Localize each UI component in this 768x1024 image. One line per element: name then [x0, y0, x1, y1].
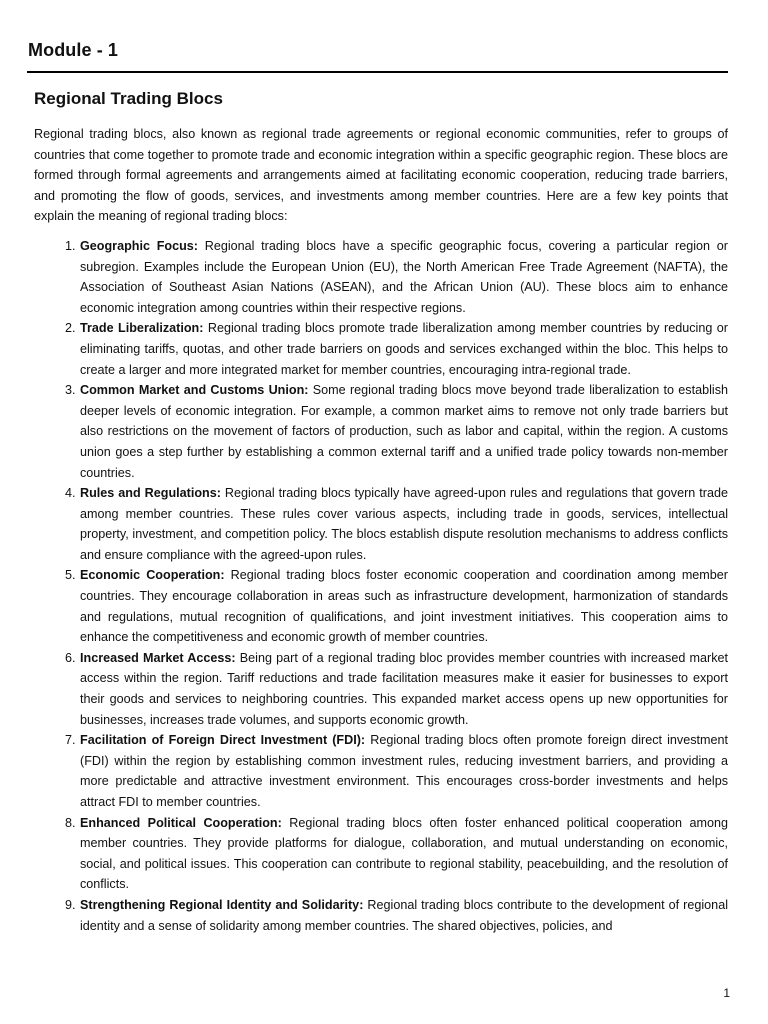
list-item	[79, 318, 728, 380]
point-term: Strengthening Regional Identity and Solidarity:	[80, 897, 364, 912]
point-term: Facilitation of Foreign Direct Investment (FDI):	[80, 733, 366, 748]
point-text: Regional trading blocs often foster enhanced political cooperation among member countries. They provide platforms for dialogue, collaboration, and mutual understanding on economic, social, and political issues. This cooperation can contribute to regional stability, peacebuilding, and the resolution of conflicts.	[80, 815, 728, 892]
point-term: Enhanced Political Cooperation:	[80, 815, 282, 830]
point-term: Economic Cooperation:	[80, 568, 225, 583]
list-item	[79, 730, 728, 812]
list-item	[79, 648, 728, 730]
point-text: Being part of a regional trading bloc provides member countries with increased market access within the region. Tariff reductions and trade facilitation measures make it easier for businesses to export their goods and services to neighboring countries. This expanded market access opens up new opportunities for businesses, increases trade volumes, and supports economic growth.	[80, 650, 728, 727]
point-term: Trade Liberalization:	[80, 321, 204, 336]
intro-paragraph: Regional trading blocs, also known as regional trade agreements or regional economic communities, refer to groups of countries that come together to promote trade and economic integration within a specific geographic region. These blocs are formed through formal agreements and arrangements aimed at facilitating economic cooperation, reducing trade barriers, and promoting the flow of goods, services, and investments among member countries. Here are a few key points that explain the meaning of regional trading blocs:	[34, 127, 728, 224]
point-text: Regional trading blocs promote trade liberalization among member countries by reducing or eliminating tariffs, quotas, and other trade barriers on goods and services exchanged within the bloc. This helps to create a larger and more integrated market for member countries, encouraging intra-regional trade.	[80, 321, 728, 377]
point-text: Regional trading blocs contribute to the development of regional identity and a sense of solidarity among member countries. The shared objectives, policies, and	[80, 897, 728, 933]
point-term: Common Market and Customs Union:	[80, 383, 309, 398]
list-item	[79, 483, 728, 565]
point-text: Regional trading blocs often promote foreign direct investment (FDI) within the region by establishing common investment rules, reducing investment barriers, and providing a more predictable and attractive investment environment. This encourages cross-border investments and helps attract FDI to member countries.	[80, 733, 728, 809]
list-item	[79, 380, 728, 483]
point-term: Geographic Focus:	[80, 238, 198, 253]
module-title-rule	[27, 71, 728, 73]
point-text: Regional trading blocs have a specific geographic focus, covering a particular region or subregion. Examples include the European Union (EU), the North American Free Trade Agreement (NAFTA), the Association of Southeast Asian Nations (ASEAN), and the African Union (AU). These blocs aim to enhance economic integration among countries within their respective regions.	[80, 238, 728, 315]
point-term: Rules and Regulations:	[80, 486, 221, 501]
key-points-list	[34, 236, 728, 936]
document-body	[34, 124, 728, 936]
section-title: Regional Trading Blocs	[34, 89, 223, 108]
list-item	[79, 565, 728, 647]
page-number: 1	[723, 986, 730, 1000]
module-title: Module - 1	[28, 40, 118, 60]
point-text: Regional trading blocs typically have agreed-upon rules and regulations that govern trade among member countries. These rules cover various aspects, including trade in goods, services, intellectual property, investment, and competition policy. The blocs establish dispute resolution mechanisms to address conflicts and ensure compliance with the agreed-upon rules.	[80, 486, 728, 562]
list-item	[79, 813, 728, 895]
point-text: Regional trading blocs foster economic cooperation and coordination among member countries. They encourage collaboration in areas such as infrastructure development, harmonization of standards and regulations, mutual recognition of qualifications, and joint investment initiatives. This cooperation aims to enhance the competitiveness and economic growth of member countries.	[80, 568, 729, 645]
list-item	[79, 895, 728, 936]
list-item	[79, 236, 728, 318]
point-term: Increased Market Access:	[80, 650, 236, 665]
point-text: Some regional trading blocs move beyond trade liberalization to establish deeper levels of economic integration. For example, a common market aims to remove not only trade barriers but also restrictions on the movement of factors of production, such as labor and capital, within the region. A customs union goes a step further by establishing a common external tariff and a unified trade policy towards non-member countries.	[80, 383, 728, 480]
